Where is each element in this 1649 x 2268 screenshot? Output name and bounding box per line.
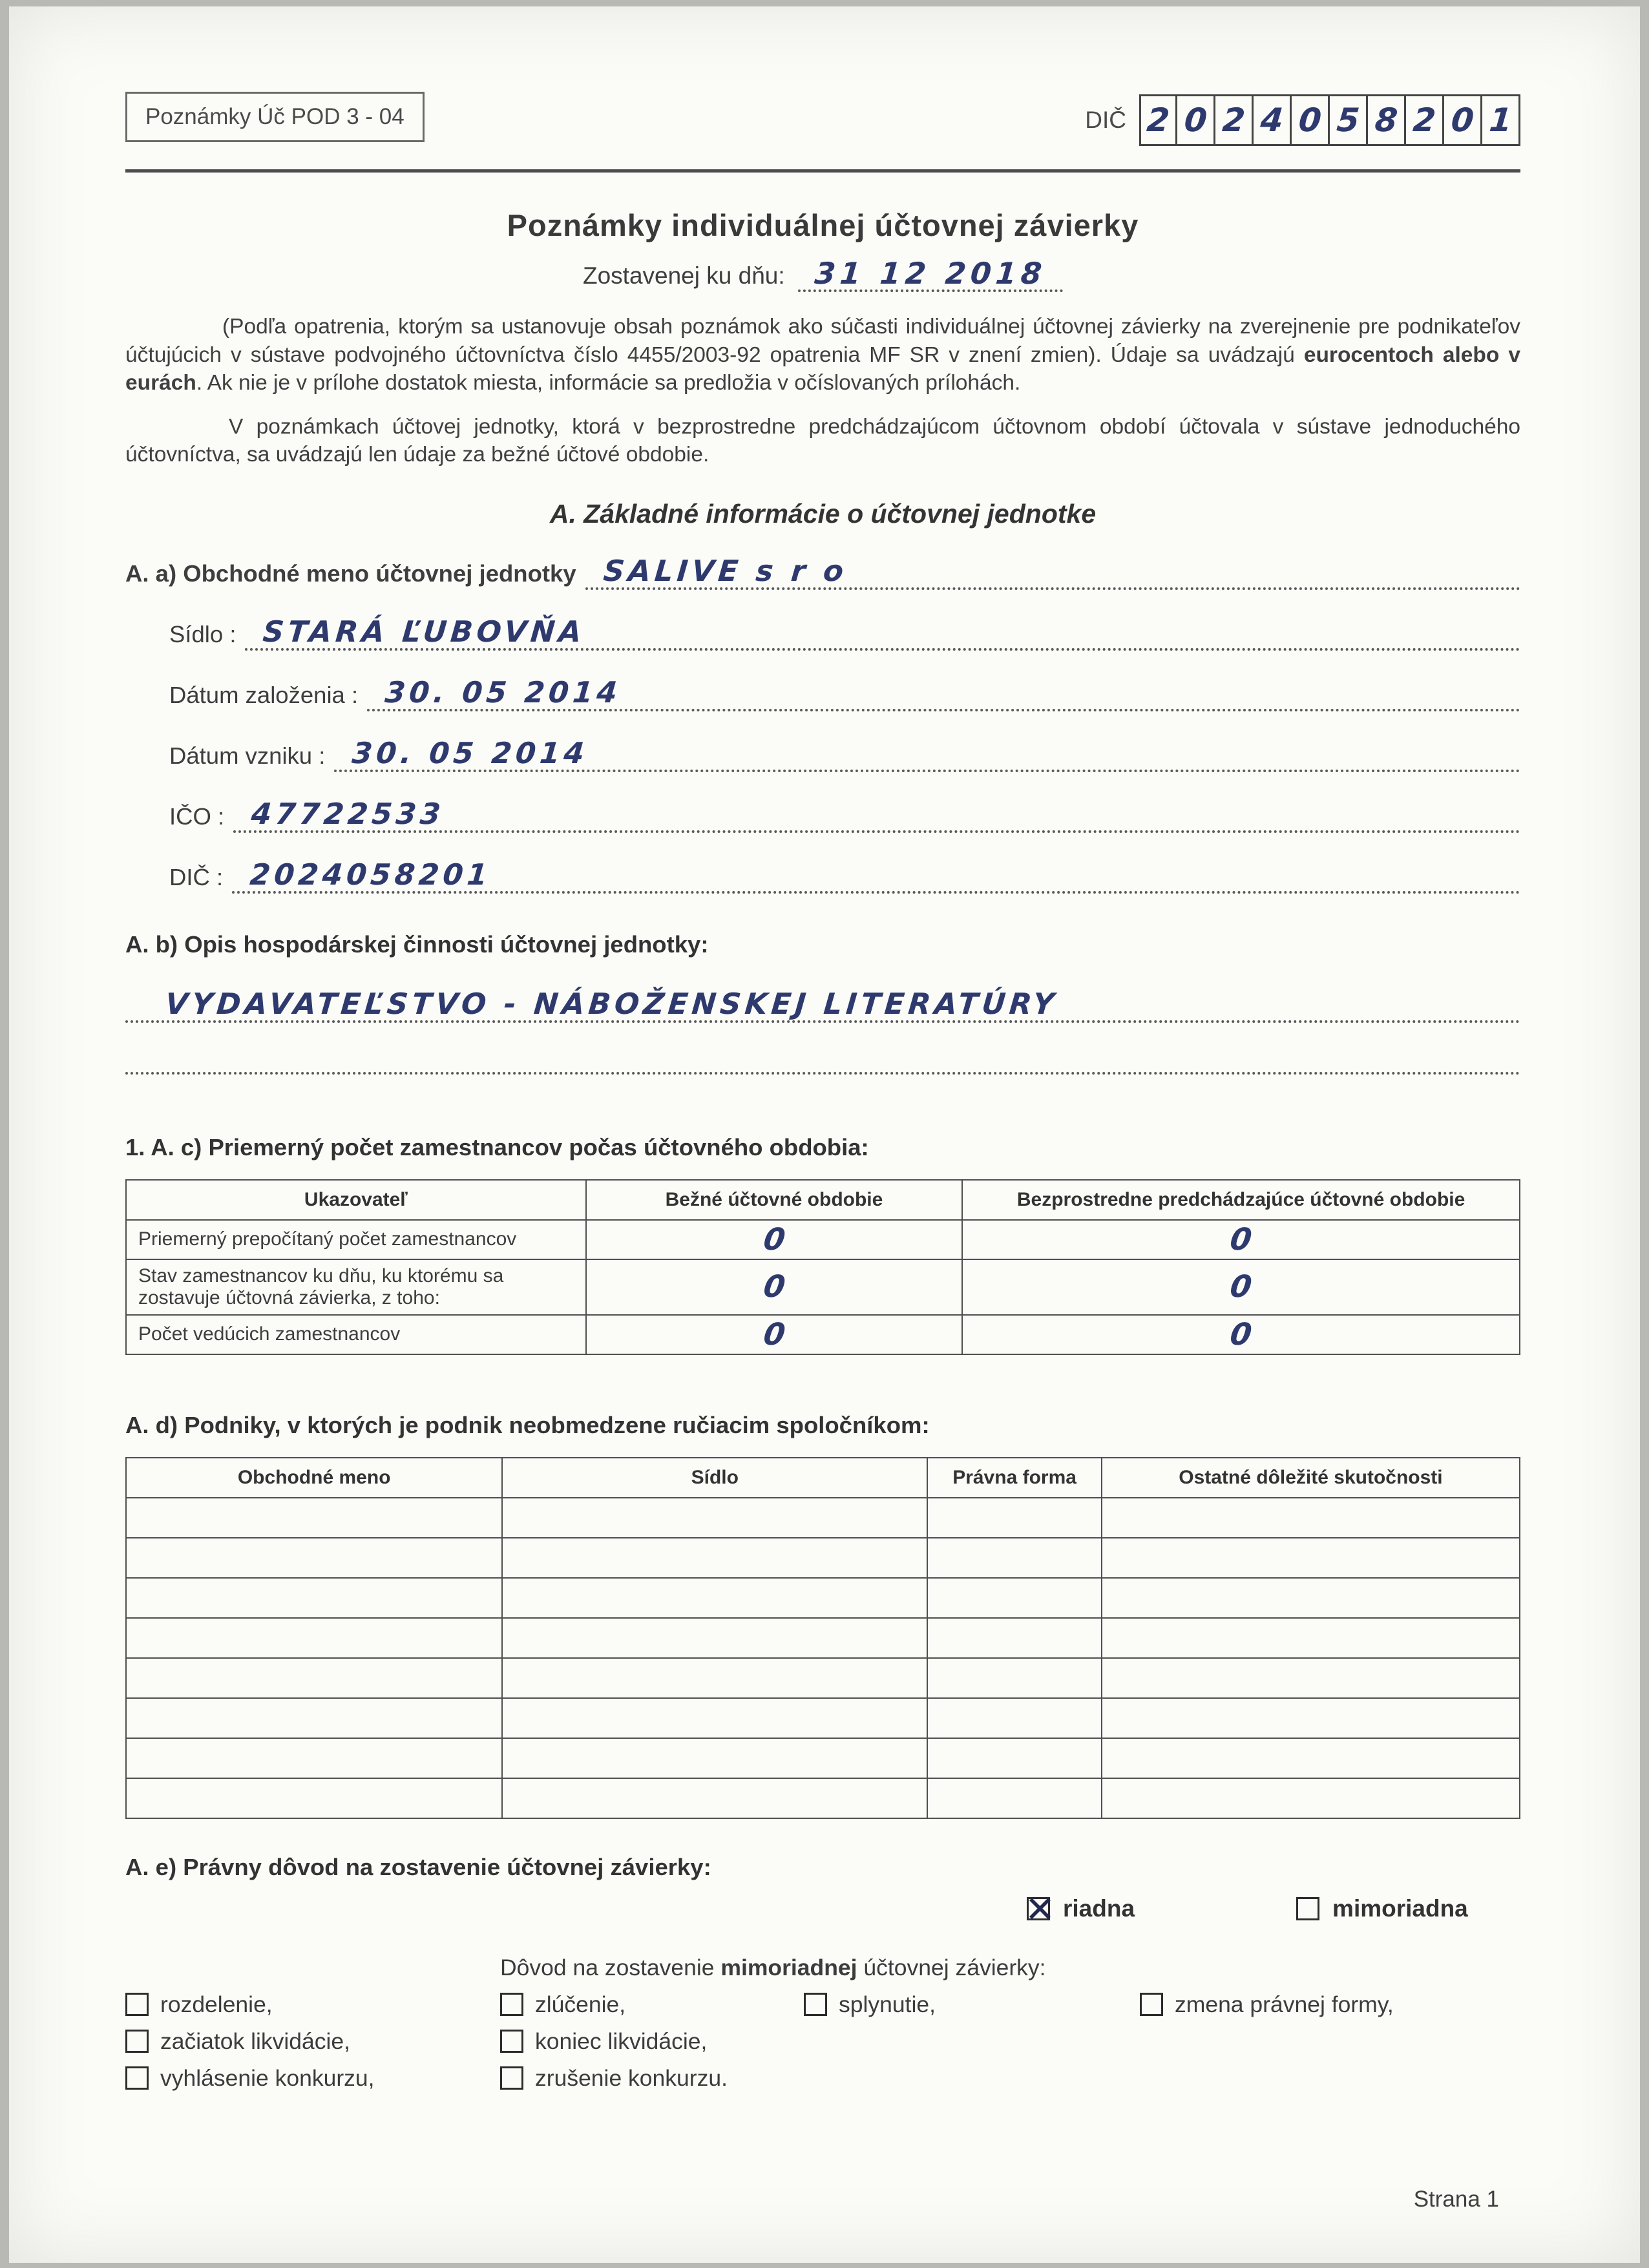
empty-cell[interactable] — [1102, 1618, 1520, 1658]
dic-digit-cell[interactable] — [1215, 94, 1254, 146]
empty-cell[interactable] — [1102, 1578, 1520, 1618]
reason-bold-text: mimoriadnej — [720, 1954, 857, 1980]
registered-office-field[interactable] — [245, 614, 1520, 651]
employees-col-current: Bežné účtovné obdobie — [586, 1180, 962, 1220]
checkbox-mimoriadna[interactable] — [1296, 1897, 1319, 1920]
empty-cell[interactable] — [1102, 1538, 1520, 1578]
empty-cell[interactable] — [502, 1538, 927, 1578]
empty-cell[interactable] — [927, 1498, 1102, 1538]
page-header — [125, 92, 1520, 146]
dic-digit-boxes — [1139, 94, 1520, 146]
empty-cell[interactable] — [927, 1538, 1102, 1578]
value-cell[interactable] — [586, 1220, 962, 1259]
reason-zmena-pravnej-formy — [1140, 1991, 1520, 2018]
reason-splynutie — [804, 1991, 1140, 2018]
empty-row — [126, 1578, 1520, 1618]
employees-col-indicator: Ukazovateľ — [126, 1180, 586, 1220]
form-code-box — [125, 92, 425, 142]
field-date-established — [125, 735, 1520, 772]
business-name-field[interactable] — [585, 553, 1520, 590]
field-label: DIČ : — [169, 863, 224, 890]
dic-digit-cell[interactable] — [1330, 94, 1368, 146]
checkbox-splynutie[interactable] — [804, 1993, 827, 2016]
checkbox-riadna[interactable] — [1027, 1897, 1050, 1920]
empty-cell[interactable] — [126, 1778, 502, 1818]
business-name-value: SALIVE s r o — [602, 553, 849, 588]
row-label: Počet vedúcich zamestnancov — [126, 1315, 586, 1354]
checkbox-label: koniec likvidácie, — [535, 2028, 708, 2054]
empty-cell[interactable] — [1102, 1658, 1520, 1698]
dic-digit-cell[interactable] — [1292, 94, 1330, 146]
page-number: Strana 1 — [1413, 2187, 1499, 2212]
value-cell[interactable] — [586, 1315, 962, 1354]
reason-zrusenie-konkurzu — [500, 2065, 804, 2092]
dic-digit: 2 — [1221, 101, 1246, 139]
dic-digit-cell[interactable] — [1139, 94, 1177, 146]
checkbox-label: zlúčenie, — [535, 1991, 626, 2017]
date-label: Zostavenej ku dňu: — [582, 262, 785, 289]
dic-value: 2024058201 — [248, 857, 493, 892]
dic-digit: 0 — [1182, 101, 1208, 139]
empty-cell[interactable] — [1102, 1498, 1520, 1538]
empty-cell[interactable] — [126, 1698, 502, 1738]
empty-row — [126, 1738, 1520, 1778]
intro-paragraph-2: V poznámkach účtovej jednotky, ktorá v bezprostredne predchádzajúcom účtovnom období účtovala v sústave jednoduchého účtovníctva, sa uvádzajú len údaje za bežné účtové obdobie. — [125, 414, 1520, 467]
employees-header-row — [126, 1180, 1520, 1220]
empty-cell[interactable] — [502, 1738, 927, 1778]
field-label: Dátum založenia : — [169, 681, 359, 708]
empty-cell[interactable] — [502, 1618, 927, 1658]
reason-checkbox-grid — [125, 1991, 1520, 2092]
ico-value: 47722533 — [249, 796, 446, 831]
field-business-name — [125, 553, 1520, 590]
page-title: Poznámky individuálnej účtovnej závierky — [507, 208, 1139, 242]
activity-row — [125, 986, 1520, 1023]
section-ad-heading: A. d) Podniky, v ktorých je podnik neobmedzene ručiacim spoločníkom: — [125, 1411, 930, 1438]
field-label: Dátum vzniku : — [169, 742, 326, 769]
dic-digit-cell[interactable] — [1254, 94, 1292, 146]
ico-field[interactable] — [233, 796, 1520, 833]
companies-col-legal-form: Právna forma — [927, 1458, 1102, 1498]
row-label: Priemerný prepočítaný počet zamestnancov — [126, 1220, 586, 1259]
reason-zaciatok-likvidacie — [125, 2028, 500, 2055]
field-date-founded — [125, 675, 1520, 711]
checkbox-zlucenie[interactable] — [500, 1993, 523, 2016]
dic-digit: 0 — [1297, 101, 1323, 139]
employees-table — [125, 1179, 1520, 1355]
previous-value: 0 — [1228, 1269, 1254, 1305]
checkbox-zaciatok-likvidacie[interactable] — [125, 2030, 149, 2053]
value-cell[interactable] — [962, 1315, 1520, 1354]
section-ab-heading: A. b) Opis hospodárskej činnosti účtovnej jednotky: — [125, 930, 709, 958]
reason-text: Dôvod na zostavenie — [500, 1954, 721, 1980]
dic-field[interactable] — [232, 857, 1520, 894]
dic-digit-cell[interactable] — [1444, 94, 1482, 146]
checkbox-label: splynutie, — [839, 1991, 936, 2017]
checkbox-rozdelenie[interactable] — [125, 1993, 149, 2016]
previous-value: 0 — [1228, 1316, 1254, 1352]
option-mimoriadna — [1296, 1895, 1468, 1922]
empty-cell[interactable] — [927, 1618, 1102, 1658]
dic-digit: 4 — [1259, 101, 1285, 139]
checkbox-label: rozdelenie, — [160, 1991, 273, 2017]
dic-digit-cell[interactable] — [1406, 94, 1444, 146]
date-established-value: 30. 05 2014 — [351, 735, 590, 770]
empty-cell[interactable] — [126, 1738, 502, 1778]
dic-digit: 2 — [1411, 101, 1437, 139]
header-divider — [125, 169, 1520, 173]
empty-cell[interactable] — [927, 1778, 1102, 1818]
field-label: Sídlo : — [169, 620, 236, 647]
field-label: A. a) Obchodné meno účtovnej jednotky — [125, 560, 576, 587]
empty-cell[interactable] — [126, 1618, 502, 1658]
empty-row — [126, 1698, 1520, 1738]
field-registered-office — [125, 614, 1520, 651]
empty-cell[interactable] — [502, 1498, 927, 1538]
date-value: 31 12 2018 — [813, 256, 1048, 291]
intro-bold-text: eurocentoch alebo v eurách — [125, 342, 1520, 395]
reason-text: účtovnej závierky: — [857, 1954, 1046, 1980]
table-row — [126, 1259, 1520, 1315]
option-label: mimoriadna — [1332, 1895, 1468, 1922]
dic-digit: 8 — [1373, 101, 1399, 139]
intro-text: (Podľa opatrenia, ktorým sa ustanovuje obsah poznámok ako súčasti individuálnej účtovnej závierky na zverejnenie pre podnikateľov účtujúcich v sústave podvojného účtovníctva číslo 4455/2003-92 opatrenia MF SR v znení zmien). Údaje sa uvádzajú — [125, 315, 1520, 367]
empty-cell[interactable] — [502, 1698, 927, 1738]
activity-value: VYDAVATEĽSTVO - NÁBOŽENSKEJ LITERATÚRY — [163, 986, 1060, 1021]
field-ico — [125, 796, 1520, 833]
empty-row — [126, 1658, 1520, 1698]
companies-col-other: Ostatné dôležité skutočnosti — [1102, 1458, 1520, 1498]
registered-office-value: STARÁ ĽUBOVŇA — [262, 614, 587, 649]
empty-cell[interactable] — [1102, 1778, 1520, 1818]
statement-type-options — [125, 1895, 1520, 1922]
checkbox-label: zmena právnej formy, — [1175, 1991, 1394, 2017]
checkbox-zrusenie-konkurzu[interactable] — [500, 2066, 523, 2090]
row-label: Stav zamestnancov ku dňu, ku ktorému sa zostavuje účtovná závierka, z toho: — [126, 1259, 586, 1315]
scanned-page — [9, 6, 1640, 2263]
dic-digit-cell[interactable] — [1177, 94, 1215, 146]
reason-vyhlasenie-konkurzu — [125, 2065, 500, 2092]
companies-col-office: Sídlo — [502, 1458, 927, 1498]
intro-text: . Ak nie je v prílohe dostatok miesta, informácie sa predložia v očíslovaných prílohách. — [196, 371, 1021, 395]
value-cell[interactable] — [586, 1259, 962, 1315]
empty-row — [126, 1778, 1520, 1818]
empty-cell[interactable] — [126, 1578, 502, 1618]
form-code: Poznámky Úč POD 3 - 04 — [145, 104, 404, 129]
checkbox-zmena-pravnej-formy[interactable] — [1140, 1993, 1163, 2016]
current-value: 0 — [761, 1316, 788, 1352]
table-row — [126, 1220, 1520, 1259]
empty-cell[interactable] — [126, 1498, 502, 1538]
empty-cell[interactable] — [502, 1578, 927, 1618]
activity-field[interactable] — [125, 986, 1520, 1023]
reason-rozdelenie — [125, 1991, 500, 2018]
companies-col-name: Obchodné meno — [126, 1458, 502, 1498]
intro-paragraph-1 — [125, 313, 1520, 397]
current-value: 0 — [761, 1269, 788, 1305]
field-dic — [125, 857, 1520, 894]
employees-col-previous: Bezprostredne predchádzajúce účtovné obdobie — [962, 1180, 1520, 1220]
date-established-field[interactable] — [334, 735, 1520, 772]
value-cell[interactable] — [962, 1220, 1520, 1259]
dic-digit: 1 — [1487, 101, 1513, 139]
option-label: riadna — [1063, 1895, 1135, 1922]
reason-zlucenie — [500, 1991, 804, 2018]
section-ac-heading: 1. A. c) Priemerný počet zamestnancov počas účtovného obdobia: — [125, 1133, 869, 1160]
empty-row — [126, 1498, 1520, 1538]
previous-value: 0 — [1228, 1221, 1254, 1257]
value-cell[interactable] — [962, 1259, 1520, 1315]
dic-digit-cell[interactable] — [1482, 94, 1520, 146]
empty-cell[interactable] — [927, 1578, 1102, 1618]
extraordinary-reason-label — [500, 1955, 1520, 1981]
empty-cell[interactable] — [927, 1738, 1102, 1778]
checkbox-koniec-likvidacie[interactable] — [500, 2030, 523, 2053]
checkbox-vyhlasenie-konkurzu[interactable] — [125, 2066, 149, 2090]
section-a-heading: A. Základné informácie o účtovnej jednotke — [549, 498, 1097, 529]
checkbox-label: vyhlásenie konkurzu, — [160, 2064, 375, 2091]
companies-empty-rows — [126, 1498, 1520, 1818]
date-founded-field[interactable] — [367, 675, 1520, 711]
dic-label: DIČ — [1085, 107, 1126, 133]
empty-cell[interactable] — [927, 1698, 1102, 1738]
checkbox-label: zrušenie konkurzu. — [535, 2064, 728, 2091]
dic-block — [1085, 94, 1520, 146]
empty-cell[interactable] — [1102, 1738, 1520, 1778]
date-line — [125, 258, 1520, 292]
companies-table — [125, 1457, 1520, 1819]
empty-row — [126, 1618, 1520, 1658]
empty-cell[interactable] — [126, 1658, 502, 1698]
dic-digit: 0 — [1449, 101, 1475, 139]
empty-cell[interactable] — [927, 1658, 1102, 1698]
table-row — [126, 1315, 1520, 1354]
dic-digit: 5 — [1335, 101, 1361, 139]
companies-header-row — [126, 1458, 1520, 1498]
empty-dotted-line[interactable] — [125, 1071, 1520, 1075]
date-founded-value: 30. 05 2014 — [383, 675, 623, 709]
section-ae-heading: A. e) Právny dôvod na zostavenie účtovnej závierky: — [125, 1853, 711, 1880]
option-riadna — [1027, 1895, 1135, 1922]
current-value: 0 — [761, 1221, 788, 1257]
empty-cell[interactable] — [502, 1778, 927, 1818]
empty-row — [126, 1538, 1520, 1578]
dic-digit-cell[interactable] — [1368, 94, 1406, 146]
date-field[interactable] — [798, 258, 1063, 292]
reason-koniec-likvidacie — [500, 2028, 804, 2055]
empty-cell[interactable] — [1102, 1698, 1520, 1738]
dic-digit: 2 — [1145, 101, 1171, 139]
checkbox-label: začiatok likvidácie, — [160, 2028, 350, 2054]
empty-cell[interactable] — [502, 1658, 927, 1698]
empty-cell[interactable] — [126, 1538, 502, 1578]
field-label: IČO : — [169, 803, 225, 830]
